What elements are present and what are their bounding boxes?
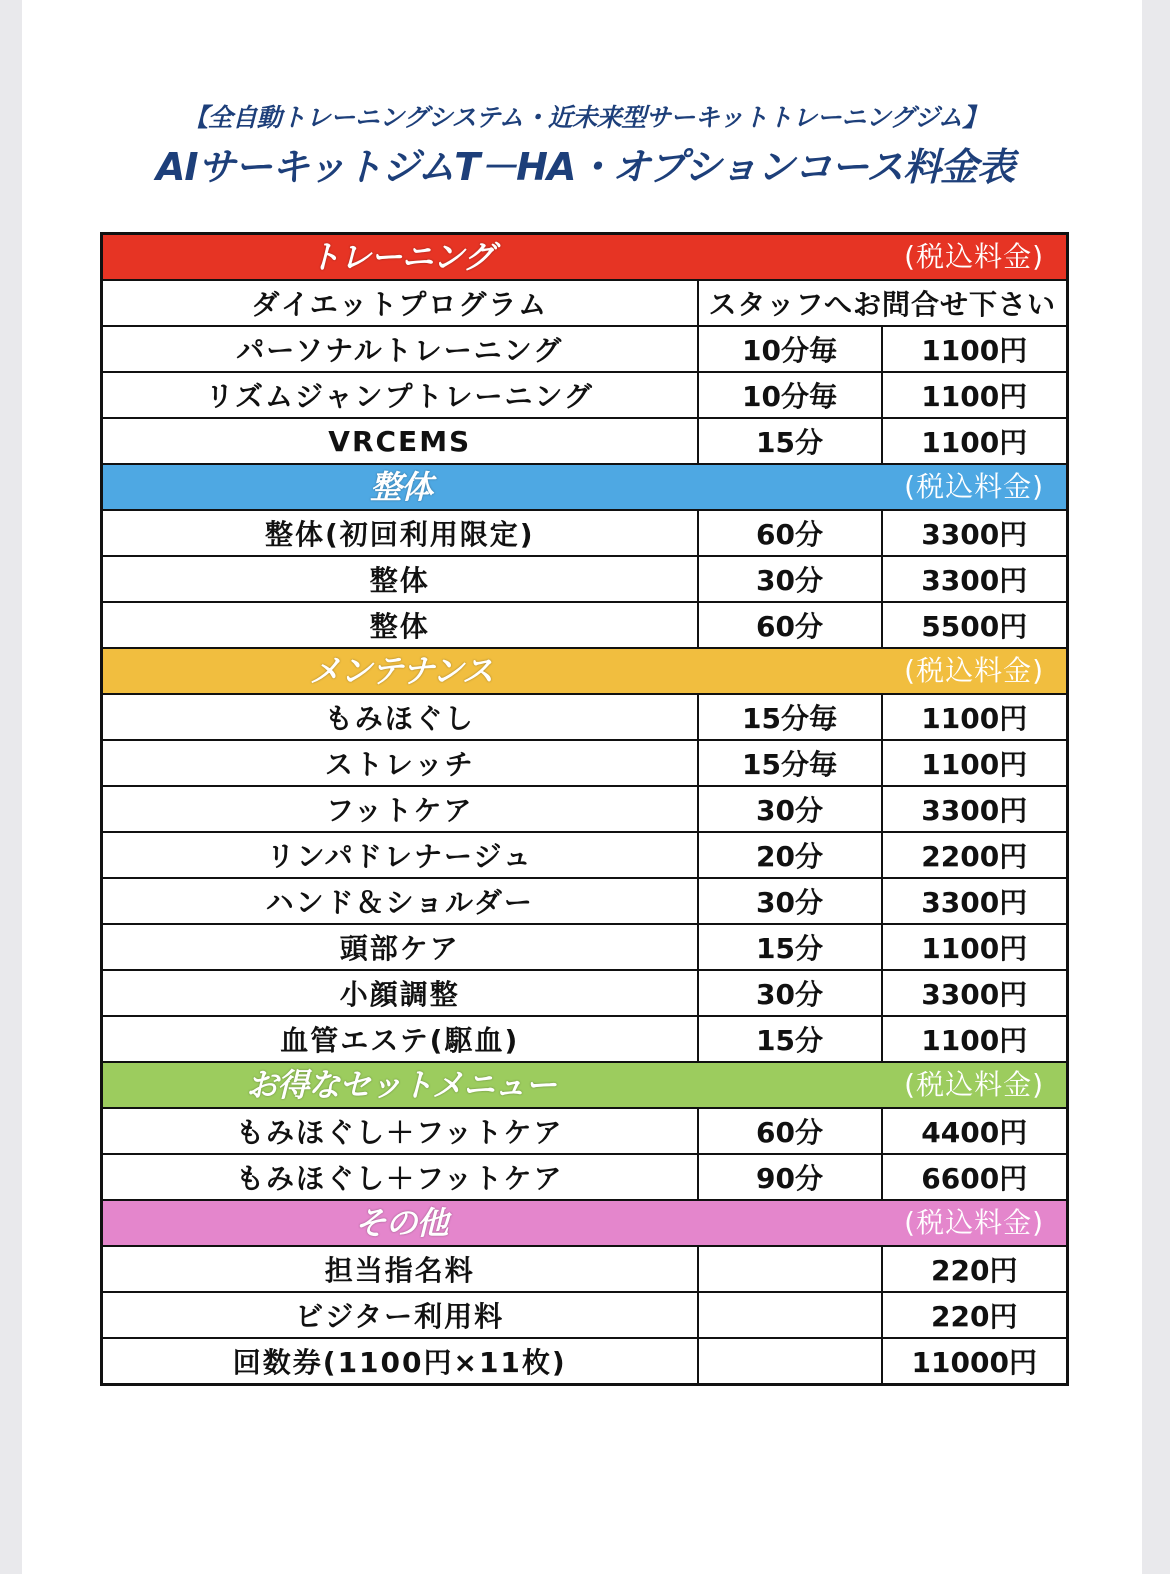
duration-cell: 60分 xyxy=(698,1108,882,1154)
duration-cell: 15分毎 xyxy=(698,740,882,786)
section-header-cell xyxy=(102,234,1068,281)
price-cell: 3300円 xyxy=(882,510,1068,556)
duration-cell xyxy=(698,1292,882,1338)
duration-cell: 60分 xyxy=(698,602,882,648)
price-cell: 6600円 xyxy=(882,1154,1068,1200)
menu-name: 血管エステ(駆血) xyxy=(102,1016,698,1062)
tax-included-label: (税込料金) xyxy=(904,654,1044,687)
price-cell: 3300円 xyxy=(882,970,1068,1016)
menu-name: ハンド＆ショルダー xyxy=(102,878,698,924)
tax-included-label: (税込料金) xyxy=(904,1068,1044,1101)
section-title: 整体 xyxy=(369,468,432,506)
price-cell: 1100円 xyxy=(882,924,1068,970)
section-header xyxy=(102,1200,1068,1246)
duration-cell: 90分 xyxy=(698,1154,882,1200)
price-cell: 2200円 xyxy=(882,832,1068,878)
duration-cell: 60分 xyxy=(698,510,882,556)
section-header xyxy=(102,1062,1068,1108)
duration-cell: 30分 xyxy=(698,878,882,924)
section-header-cell xyxy=(102,648,1068,694)
menu-name: もみほぐし xyxy=(102,694,698,740)
section-header xyxy=(102,648,1068,694)
menu-name: VRCEMS xyxy=(102,418,698,464)
menu-name: ストレッチ xyxy=(102,740,698,786)
section-title: トレーニング xyxy=(308,238,494,276)
duration-cell: 20分 xyxy=(698,832,882,878)
menu-name: 小顔調整 xyxy=(102,970,698,1016)
section-title: メンテナンス xyxy=(309,652,493,690)
duration-cell: 15分 xyxy=(698,418,882,464)
section-header-cell xyxy=(102,1062,1068,1108)
table-row xyxy=(102,1016,1068,1062)
menu-name: もみほぐし＋フットケア xyxy=(102,1108,698,1154)
table-row xyxy=(102,556,1068,602)
table-row xyxy=(102,602,1068,648)
price-cell: 1100円 xyxy=(882,418,1068,464)
menu-name: リンパドレナージュ xyxy=(102,832,698,878)
table-row xyxy=(102,280,1068,326)
menu-name: もみほぐし＋フットケア xyxy=(102,1154,698,1200)
section-header xyxy=(102,234,1068,281)
menu-name: 回数券(1100円×11枚) xyxy=(102,1338,698,1385)
price-cell: 1100円 xyxy=(882,694,1068,740)
table-row xyxy=(102,1154,1068,1200)
table-row xyxy=(102,1246,1068,1292)
table-row xyxy=(102,510,1068,556)
table-row xyxy=(102,878,1068,924)
duration-cell: 10分毎 xyxy=(698,372,882,418)
price-cell: 1100円 xyxy=(882,1016,1068,1062)
section-title: その他 xyxy=(354,1204,448,1242)
section-header xyxy=(102,464,1068,510)
menu-name: 整体(初回利用限定) xyxy=(102,510,698,556)
tax-included-label: (税込料金) xyxy=(904,470,1044,503)
duration-cell xyxy=(698,1338,882,1385)
menu-name: パーソナルトレーニング xyxy=(102,326,698,372)
price-cell: 1100円 xyxy=(882,326,1068,372)
section-title: お得なセットメニュー xyxy=(246,1066,556,1104)
price-cell: 3300円 xyxy=(882,556,1068,602)
section-header-cell xyxy=(102,464,1068,510)
document-subtitle: 【全自動トレーニングシステム・近未来型サーキットトレーニングジム】 xyxy=(183,103,987,132)
price-cell: 1100円 xyxy=(882,372,1068,418)
duration-cell: 30分 xyxy=(698,970,882,1016)
price-cell: 4400円 xyxy=(882,1108,1068,1154)
menu-name: リズムジャンプトレーニング xyxy=(102,372,698,418)
duration-cell: 15分 xyxy=(698,924,882,970)
price-cell: 1100円 xyxy=(882,740,1068,786)
table-row xyxy=(102,970,1068,1016)
document-title: AIサーキットジムT－HA・オプションコース料金表 xyxy=(155,145,1015,189)
table-row xyxy=(102,832,1068,878)
menu-name: 頭部ケア xyxy=(102,924,698,970)
table-row xyxy=(102,786,1068,832)
price-cell: 3300円 xyxy=(882,786,1068,832)
duration-cell: 15分 xyxy=(698,1016,882,1062)
duration-cell xyxy=(698,1246,882,1292)
price-cell: 220円 xyxy=(882,1292,1068,1338)
table-row xyxy=(102,1108,1068,1154)
menu-name: 担当指名料 xyxy=(102,1246,698,1292)
menu-name: 整体 xyxy=(102,556,698,602)
duration-cell: 15分毎 xyxy=(698,694,882,740)
table-row xyxy=(102,1292,1068,1338)
price-cell: 3300円 xyxy=(882,878,1068,924)
table-row xyxy=(102,740,1068,786)
table-row xyxy=(102,694,1068,740)
table-row xyxy=(102,418,1068,464)
section-header-cell xyxy=(102,1200,1068,1246)
table-row xyxy=(102,326,1068,372)
price-table xyxy=(100,232,1069,1386)
menu-name: ビジター利用料 xyxy=(102,1292,698,1338)
table-row xyxy=(102,924,1068,970)
duration-cell: 30分 xyxy=(698,556,882,602)
menu-name: フットケア xyxy=(102,786,698,832)
tax-included-label: (税込料金) xyxy=(904,1206,1044,1239)
table-row xyxy=(102,372,1068,418)
duration-cell: 30分 xyxy=(698,786,882,832)
price-cell: 11000円 xyxy=(882,1338,1068,1385)
inquiry-note: スタッフへお問合せ下さい xyxy=(698,280,1068,326)
tax-included-label: (税込料金) xyxy=(904,240,1044,273)
duration-cell: 10分毎 xyxy=(698,326,882,372)
table-row xyxy=(102,1338,1068,1385)
price-cell: 5500円 xyxy=(882,602,1068,648)
menu-name: 整体 xyxy=(102,602,698,648)
menu-name: ダイエットプログラム xyxy=(102,280,698,326)
price-cell: 220円 xyxy=(882,1246,1068,1292)
